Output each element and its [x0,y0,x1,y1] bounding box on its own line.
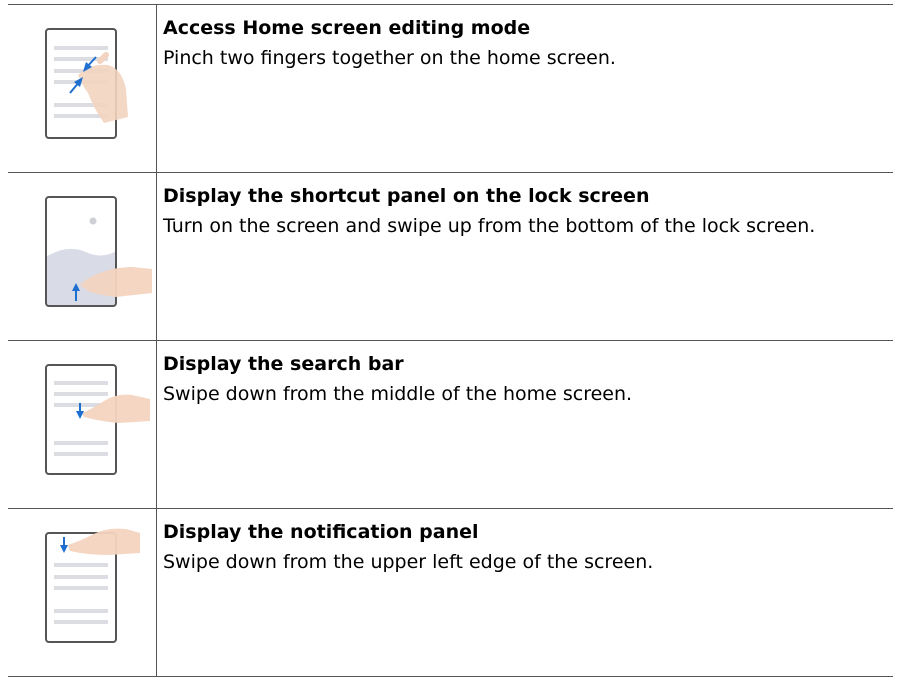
text-cell [163,183,893,239]
icon-cell [8,5,157,172]
gesture-table [8,4,893,677]
table-row [8,508,893,677]
table-row [8,4,893,172]
row-title: Display the notification panel [163,521,479,543]
row-description: Turn on the screen and swipe up from the bottom of the lock screen. [163,215,816,237]
text-cell [163,519,893,575]
pinch-gesture-icon [8,5,157,173]
row-title: Display the shortcut panel on the lock screen [163,185,650,207]
swipe-up-lock-screen-icon [8,173,157,341]
icon-cell [8,173,157,340]
table-row [8,172,893,340]
swipe-down-upper-left-icon [8,509,157,678]
icon-cell [8,509,157,676]
text-cell [163,351,893,407]
swipe-down-middle-icon [8,341,157,509]
row-description: Swipe down from the upper left edge of the screen. [163,551,654,573]
table-row [8,340,893,508]
row-title: Display the search bar [163,353,404,375]
row-description: Swipe down from the middle of the home screen. [163,383,633,405]
icon-cell [8,341,157,508]
row-title: Access Home screen editing mode [163,17,531,39]
row-description: Pinch two fingers together on the home screen. [163,47,616,69]
text-cell [163,15,893,71]
